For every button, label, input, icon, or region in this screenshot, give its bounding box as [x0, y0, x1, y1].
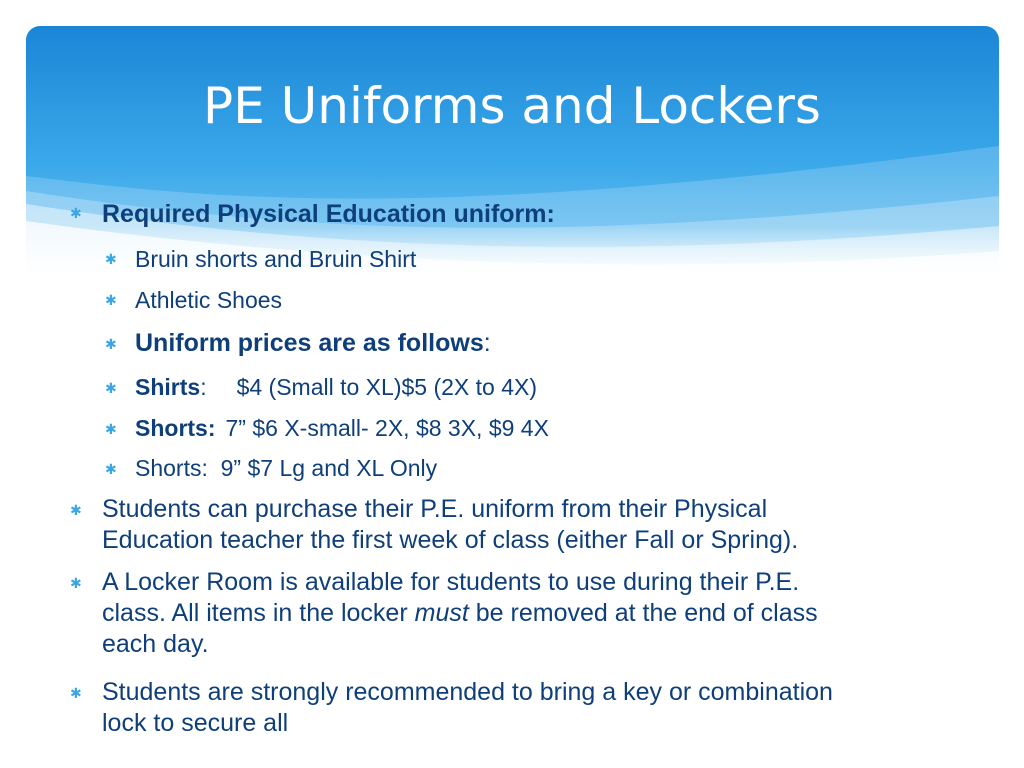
bullet-star-icon: ✱ [105, 461, 117, 477]
shorts7-price-text: 7” $6 X-small- 2X, $8 3X, $9 4X [225, 415, 549, 441]
bullet-purchase [102, 494, 798, 556]
prices-colon: : [483, 329, 491, 357]
shirts-price-text: $4 (Small to XL)$5 (2X to 4X) [236, 374, 537, 400]
bullet-star-icon: ✱ [70, 205, 82, 221]
locker-line-2-start: class. All items in the locker [102, 599, 415, 627]
bullet-star-icon: ✱ [105, 336, 117, 352]
locker-line-2-end: be removed at the end of class [468, 599, 818, 627]
locker-emphasis: must [414, 599, 469, 627]
bullet-shoes: Athletic Shoes [135, 287, 283, 313]
lock-line-2: lock to secure all [102, 709, 289, 737]
bullet-shorts7-price [135, 414, 549, 442]
prices-heading-text: Uniform prices are as follows [135, 329, 484, 357]
locker-line-1: A Locker Room is available for students to use during their P.E. [102, 568, 800, 596]
required-heading-text: Required Physical Education uniform: [102, 200, 555, 228]
shorts9-text: Shorts: 9” $7 Lg and XL Only [135, 455, 438, 481]
lock-line-1: Students are strongly recommended to bring a key or combination [102, 678, 833, 706]
bullet-required-heading [102, 199, 555, 230]
bullet-star-icon: ✱ [105, 292, 117, 308]
bullet-prices [135, 328, 491, 359]
bullet-star-icon: ✱ [105, 421, 117, 437]
bullet-lock [102, 677, 833, 739]
bullet-shirts-price [135, 373, 537, 401]
shirts-colon: : [200, 374, 207, 400]
bullet-locker [102, 567, 818, 660]
purchase-line-2: Education teacher the first week of class (either Fall or Spring). [102, 526, 799, 554]
locker-line-3: each day. [102, 630, 209, 658]
locker-line-2 [102, 598, 818, 629]
purchase-line-1: Students can purchase their P.E. uniform from their Physical [102, 495, 768, 523]
bullet-star-icon: ✱ [70, 502, 82, 518]
bullet-shorts9-price [135, 454, 437, 482]
bullet-star-icon: ✱ [70, 685, 82, 701]
bullet-shorts-shirt: Bruin shorts and Bruin Shirt [135, 246, 417, 272]
shirts-label: Shirts [135, 374, 201, 400]
shorts7-label: Shorts: [135, 415, 216, 441]
slide-title: PE Uniforms and Lockers [203, 77, 821, 135]
bullet-star-icon: ✱ [105, 380, 117, 396]
bullet-star-icon: ✱ [70, 575, 82, 591]
bullet-star-icon: ✱ [105, 251, 117, 267]
